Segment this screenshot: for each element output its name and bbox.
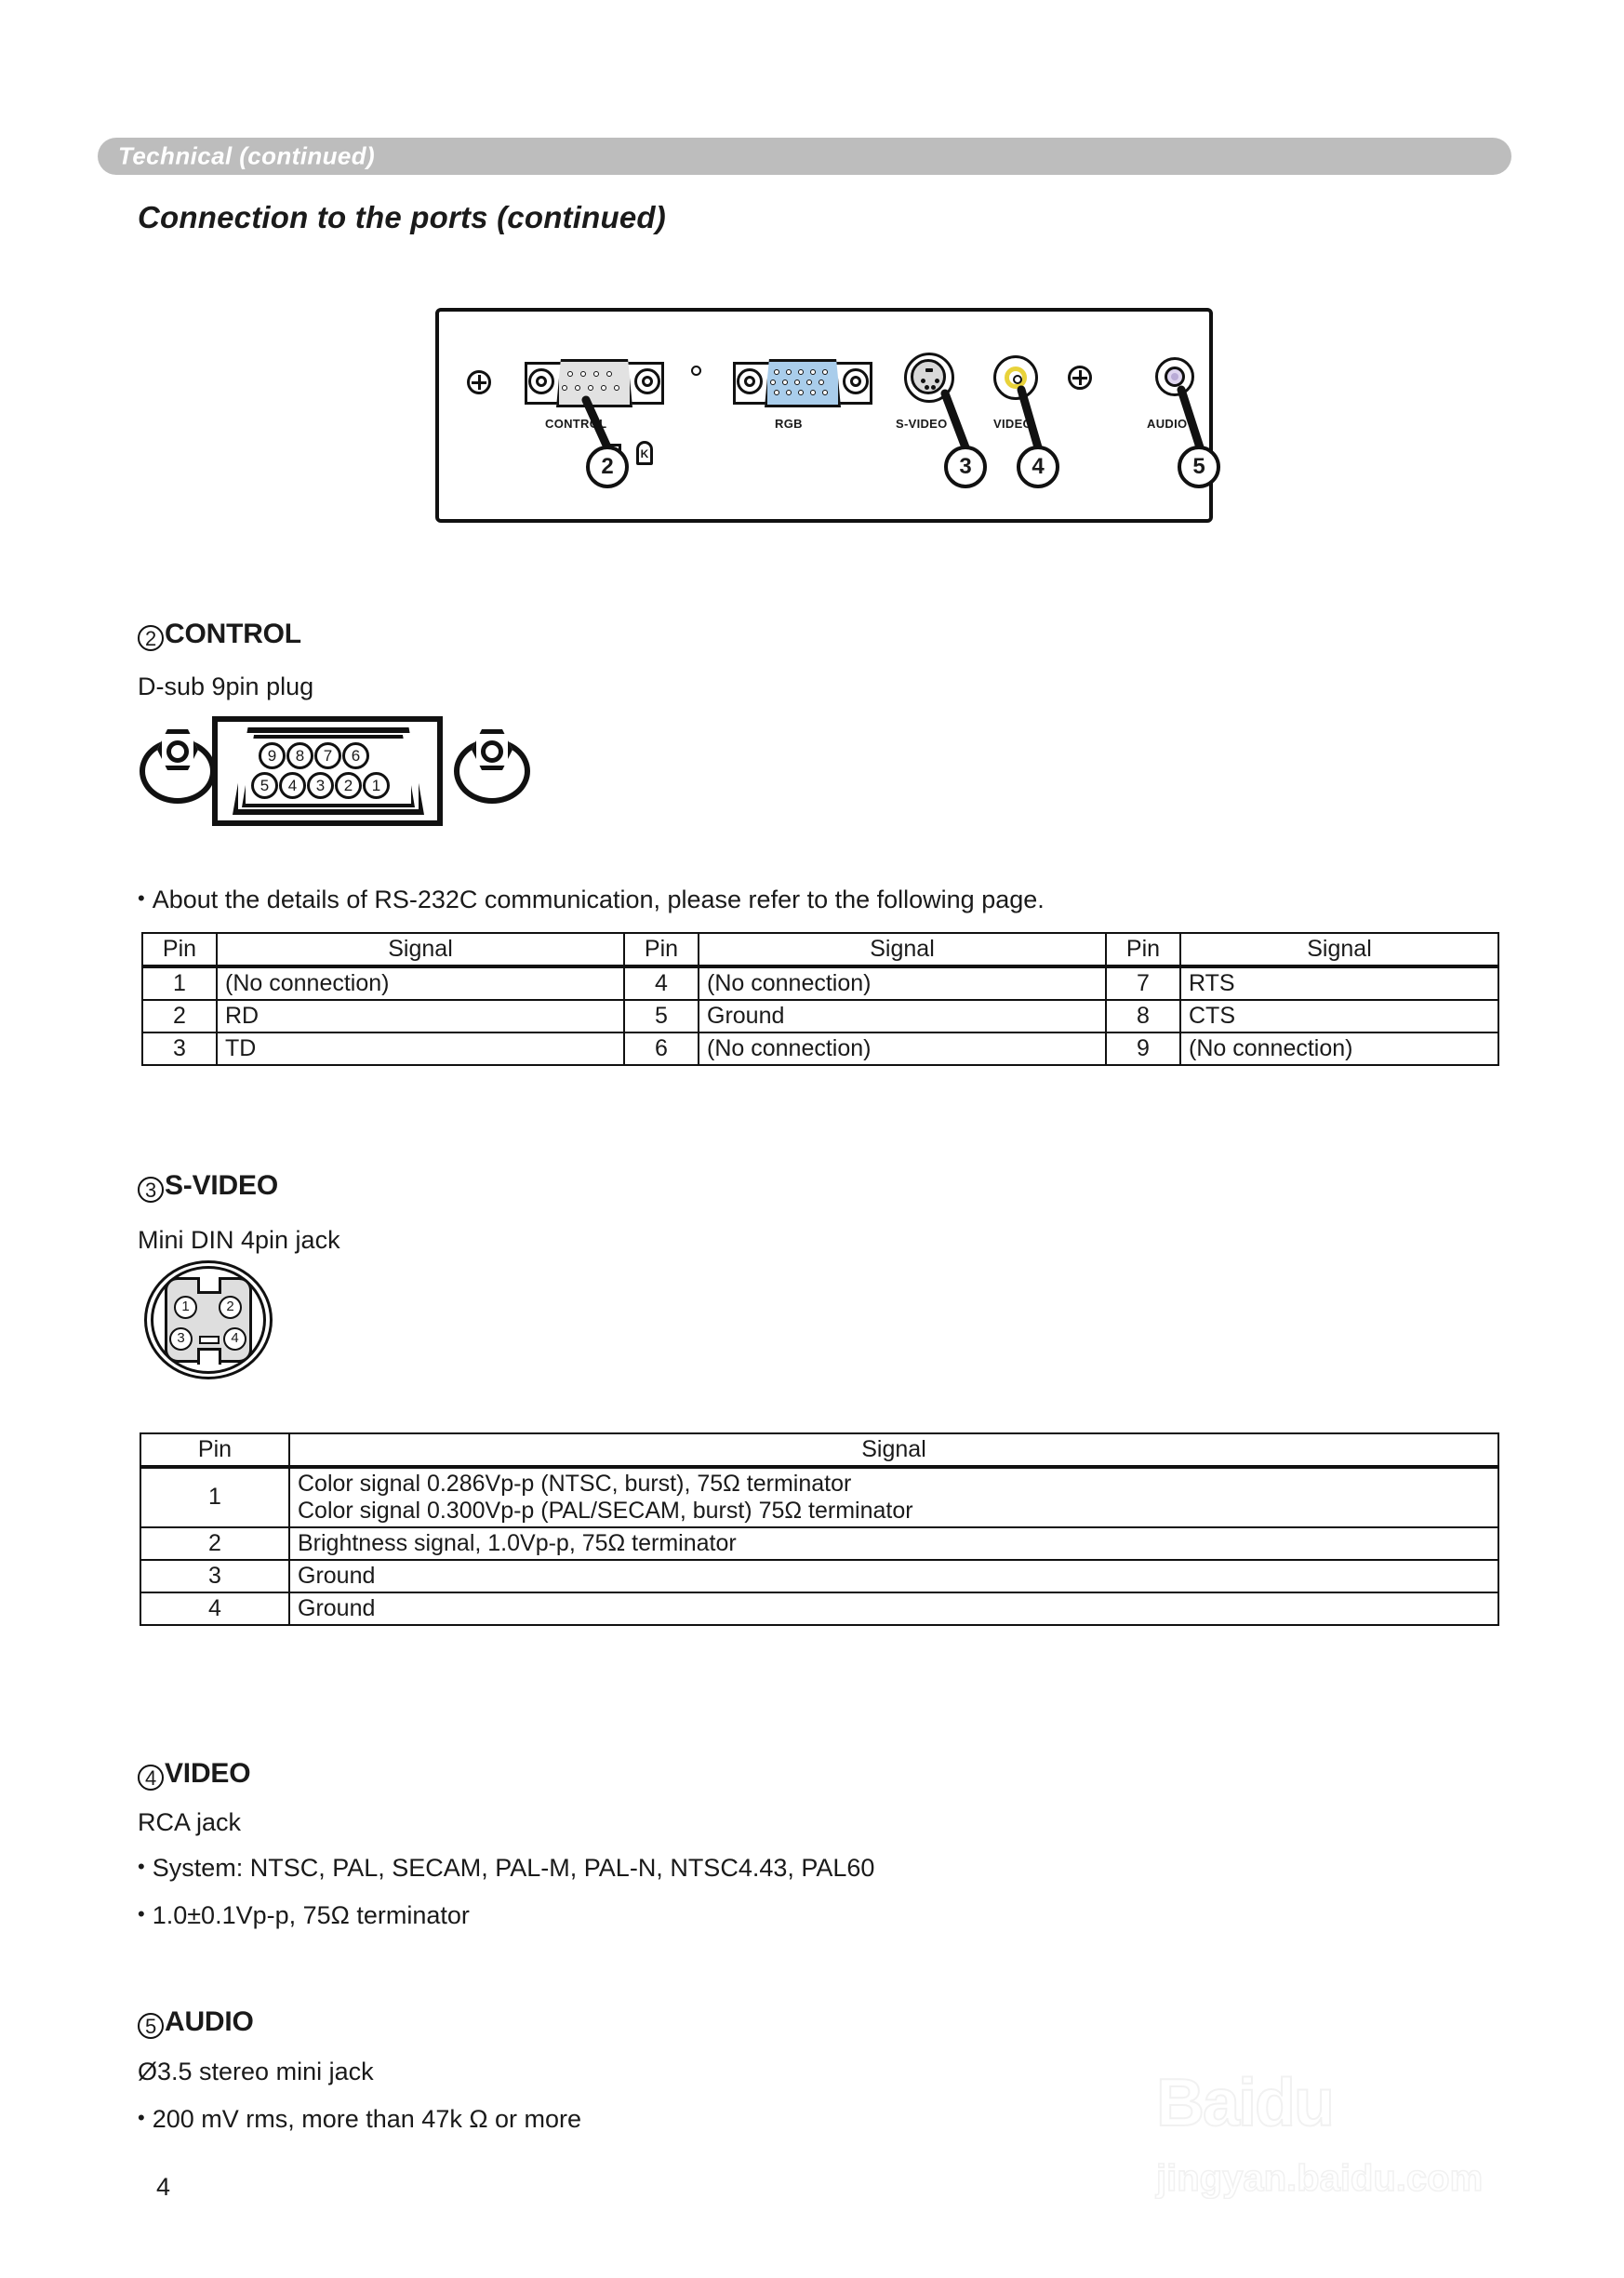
table-row (142, 1032, 1498, 1065)
callout-4: 4 (1017, 446, 1059, 488)
callout-5: 5 (1178, 446, 1220, 488)
control-section-label: CONTROL (165, 619, 301, 649)
baidu-watermark (1156, 2048, 1556, 2244)
audio-section-label: AUDIO (165, 2006, 254, 2037)
control-port-label: CONTROL (545, 417, 607, 431)
din-pin-1: 1 (174, 1296, 197, 1319)
cell-signal: TD (217, 1032, 624, 1065)
dsub-9pin-diagram (140, 716, 530, 828)
table-row (140, 1560, 1498, 1592)
cell-pin: 9 (1106, 1032, 1180, 1065)
rs232c-note: • About the details of RS-232C communication, please refer to the following page. (138, 886, 1045, 914)
audio-subtitle: Ø3.5 stereo mini jack (138, 2058, 374, 2085)
cell-pin: 6 (624, 1032, 699, 1065)
callout-2: 2 (586, 446, 629, 488)
video-section-heading (138, 1758, 250, 1791)
table-row (140, 1527, 1498, 1560)
dsub-pin-9: 9 (259, 742, 286, 769)
cell-pin: 4 (140, 1592, 289, 1625)
rs232c-pin-table (141, 932, 1499, 1066)
cell-signal: Brightness signal, 1.0Vp-p, 75Ω terminator (289, 1527, 1498, 1560)
svideo-section-heading (138, 1170, 278, 1203)
video-bullet-level: • 1.0±0.1Vp-p, 75Ω terminator (138, 1901, 470, 1930)
header-bar-label: Technical (continued) (118, 141, 376, 170)
page-title: Connection to the ports (continued) (138, 200, 666, 234)
header-signal-1: Signal (217, 933, 624, 966)
signal-line: Color signal 0.286Vp-p (NTSC, burst), 75Ω terminator (298, 1471, 852, 1497)
header-pin-2: Pin (624, 933, 699, 966)
audio-section-number: 5 (138, 2013, 164, 2039)
table-header-row (140, 1433, 1498, 1467)
svideo-section-number: 3 (138, 1177, 164, 1203)
din-notch-bottom (197, 1348, 221, 1365)
video-port-label: VIDEO (993, 417, 1032, 431)
din-pin-4: 4 (223, 1327, 246, 1351)
technical-header-bar (98, 138, 1511, 175)
svideo-section-label: S-VIDEO (165, 1170, 278, 1201)
cell-signal: (No connection) (699, 1032, 1106, 1065)
terminal-panel-diagram (435, 308, 1217, 526)
table-header-row (142, 933, 1498, 966)
cell-signal: RTS (1180, 966, 1498, 1000)
kensington-lock-icon: K (636, 441, 653, 465)
dsub-hexhole-right (481, 740, 503, 763)
header-signal-3: Signal (1180, 933, 1498, 966)
cell-signal: Ground (289, 1592, 1498, 1625)
audio-bullet-level: • 200 mV rms, more than 47k Ω or more (138, 2105, 581, 2134)
header-pin-3: Pin (1106, 933, 1180, 966)
mini-din-4pin-diagram (144, 1260, 274, 1381)
rgb-port-label: RGB (775, 417, 803, 431)
din-key-slot (199, 1336, 220, 1344)
cell-signal (289, 1467, 1498, 1527)
page-number: 4 (156, 2173, 171, 2201)
video-section-label: VIDEO (165, 1758, 251, 1789)
cell-signal: CTS (1180, 1000, 1498, 1032)
header-pin: Pin (140, 1433, 289, 1467)
dsub-pin-6: 6 (342, 742, 369, 769)
watermark-brand: Baidu (1156, 2066, 1334, 2140)
watermark-url: jingyan.baidu.com (1156, 2158, 1484, 2199)
control-section-number: 2 (138, 625, 164, 651)
cell-signal: (No connection) (699, 966, 1106, 1000)
control-subtitle: D-sub 9pin plug (138, 673, 314, 700)
dsub-pin-2: 2 (335, 772, 362, 799)
din-pin-3: 3 (169, 1327, 193, 1351)
svideo-subtitle: Mini DIN 4pin jack (138, 1226, 340, 1254)
cell-pin: 3 (140, 1560, 289, 1592)
table-row (142, 1000, 1498, 1032)
cell-signal: (No connection) (1180, 1032, 1498, 1065)
din-notch-top (197, 1277, 221, 1294)
video-section-number: 4 (138, 1765, 164, 1791)
cell-pin: 1 (142, 966, 217, 1000)
header-signal: Signal (289, 1433, 1498, 1467)
audio-section-heading (138, 2006, 254, 2039)
cell-signal: RD (217, 1000, 624, 1032)
video-subtitle: RCA jack (138, 1808, 242, 1836)
video-bullet-system: • System: NTSC, PAL, SECAM, PAL-M, PAL-N, NTSC4.43, PAL60 (138, 1854, 874, 1883)
table-row (140, 1592, 1498, 1625)
cell-signal: (No connection) (217, 966, 624, 1000)
control-section-heading (138, 619, 301, 651)
dsub-pin-5: 5 (251, 772, 278, 799)
header-signal-2: Signal (699, 933, 1106, 966)
callout-3: 3 (944, 446, 987, 488)
svideo-port-label: S-VIDEO (896, 417, 948, 431)
header-pin-1: Pin (142, 933, 217, 966)
table-row (142, 966, 1498, 1000)
signal-line: Color signal 0.300Vp-p (PAL/SECAM, burst) 75Ω terminator (298, 1497, 913, 1524)
dsub-pin-1: 1 (363, 772, 390, 799)
cell-pin: 8 (1106, 1000, 1180, 1032)
dsub-pin-3: 3 (307, 772, 334, 799)
cell-pin: 5 (624, 1000, 699, 1032)
dsub-pin-7: 7 (314, 742, 341, 769)
cell-pin: 7 (1106, 966, 1180, 1000)
cell-pin: 2 (142, 1000, 217, 1032)
dsub-pin-8: 8 (286, 742, 313, 769)
cell-pin: 4 (624, 966, 699, 1000)
cell-signal: Ground (699, 1000, 1106, 1032)
callout-leader-lines (435, 308, 1217, 526)
table-row (140, 1467, 1498, 1527)
svideo-pin-table (140, 1432, 1499, 1626)
dsub-pin-4: 4 (279, 772, 306, 799)
audio-port-label: AUDIO (1147, 417, 1188, 431)
din-pin-2: 2 (219, 1296, 242, 1319)
dsub-hexhole-left (166, 740, 189, 763)
cell-signal: Ground (289, 1560, 1498, 1592)
cell-pin: 3 (142, 1032, 217, 1065)
cell-pin: 2 (140, 1527, 289, 1560)
cell-pin: 1 (140, 1467, 289, 1527)
